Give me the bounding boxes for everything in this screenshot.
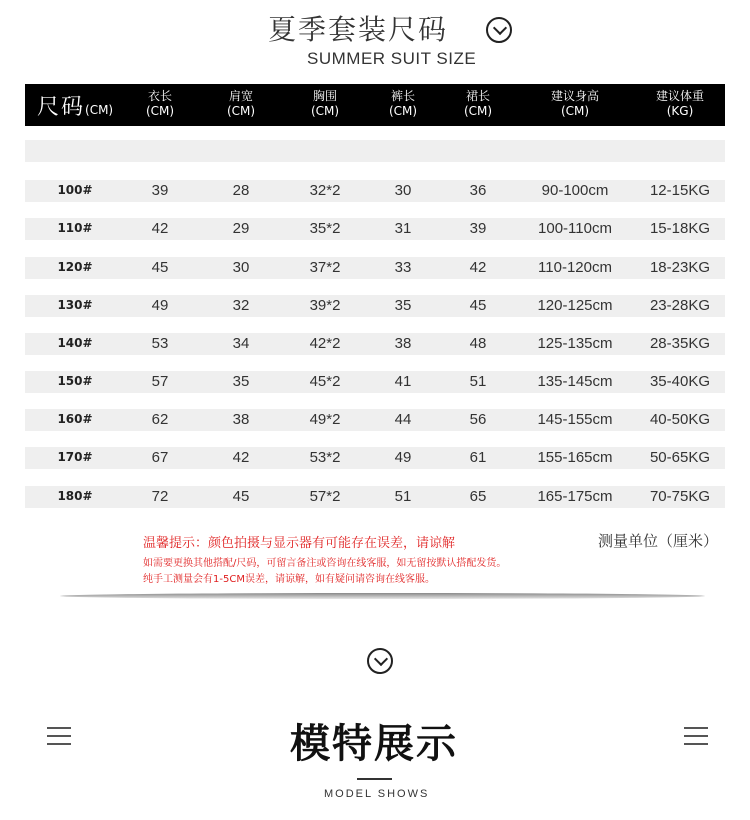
table-cell: 61 bbox=[469, 449, 487, 466]
table-cell: 100-110cm bbox=[538, 220, 612, 237]
table-cell: 39 bbox=[469, 220, 487, 237]
table-cell: 44 bbox=[394, 411, 412, 428]
table-cell: 48 bbox=[469, 335, 487, 352]
table-cell: 51 bbox=[469, 373, 487, 390]
row-size-label: 160# bbox=[57, 412, 93, 426]
table-cell: 70-75KG bbox=[649, 488, 711, 505]
table-cell: 72 bbox=[151, 488, 169, 505]
table-cell: 56 bbox=[469, 411, 487, 428]
table-cell: 145-155cm bbox=[537, 411, 613, 428]
table-cell: 35 bbox=[232, 373, 250, 390]
table-cell: 45 bbox=[469, 297, 487, 314]
table-cell: 29 bbox=[232, 220, 250, 237]
header-col-name: 裙长 bbox=[465, 89, 490, 103]
table-cell: 45 bbox=[151, 259, 169, 276]
header-col-name: 肩宽 bbox=[228, 89, 253, 103]
section-divider-shadow bbox=[60, 593, 705, 599]
header-col-unit: (CM) bbox=[463, 104, 493, 118]
table-row bbox=[25, 371, 725, 393]
row-size-label: 130# bbox=[57, 298, 93, 312]
header-size-label: 尺码 bbox=[37, 95, 86, 120]
table-cell: 50-65KG bbox=[649, 449, 711, 466]
table-cell: 120-125cm bbox=[537, 297, 613, 314]
table-cell: 165-175cm bbox=[537, 488, 613, 505]
table-cell: 67 bbox=[151, 449, 169, 466]
model-show-title: 模特展示 bbox=[290, 721, 458, 767]
table-cell: 33 bbox=[394, 259, 412, 276]
table-cell: 42 bbox=[469, 259, 487, 276]
header-col-unit: (CM) bbox=[310, 104, 340, 118]
notice-exchange: 如需要更换其他搭配/尺码，可留言备注或咨询在线客服，如无留按默认搭配发货。 bbox=[143, 558, 507, 569]
row-size-label: 180# bbox=[57, 489, 93, 503]
header-col-unit: (CM) bbox=[560, 104, 590, 118]
table-cell: 28 bbox=[232, 182, 250, 199]
table-cell: 34 bbox=[232, 335, 250, 352]
header-col-1 bbox=[115, 89, 205, 119]
measure-unit: 测量单位（厘米） bbox=[598, 532, 719, 550]
table-cell: 49 bbox=[151, 297, 169, 314]
row-size-label: 170# bbox=[57, 450, 93, 464]
header-size bbox=[37, 90, 113, 121]
table-cell: 42*2 bbox=[309, 335, 341, 352]
table-row bbox=[25, 486, 725, 508]
chevron-down-circle-icon[interactable] bbox=[486, 17, 512, 43]
row-size-label: 120# bbox=[57, 260, 93, 274]
header-col-unit: (KG) bbox=[666, 104, 694, 118]
table-cell: 38 bbox=[232, 411, 250, 428]
table-cell: 65 bbox=[469, 488, 487, 505]
model-show-subtitle: MODEL SHOWS bbox=[324, 788, 430, 800]
table-cell: 32*2 bbox=[309, 182, 341, 199]
table-row bbox=[25, 180, 725, 202]
table-cell: 62 bbox=[151, 411, 169, 428]
table-cell: 53*2 bbox=[309, 449, 341, 466]
table-cell: 31 bbox=[394, 220, 412, 237]
row-size-label: 140# bbox=[57, 336, 93, 350]
header-col-name: 衣长 bbox=[147, 89, 172, 103]
table-cell: 12-15KG bbox=[649, 182, 711, 199]
table-cell: 39 bbox=[151, 182, 169, 199]
size-table-header bbox=[25, 84, 725, 126]
table-row bbox=[25, 333, 725, 355]
row-size-label: 110# bbox=[57, 221, 93, 235]
header-col-unit: (CM) bbox=[388, 104, 418, 118]
table-cell: 90-100cm bbox=[541, 182, 609, 199]
table-cell: 49*2 bbox=[309, 411, 341, 428]
table-cell: 41 bbox=[394, 373, 412, 390]
table-cell: 110-120cm bbox=[538, 259, 612, 276]
row-size-label: 150# bbox=[57, 374, 93, 388]
table-cell: 32 bbox=[232, 297, 250, 314]
row-size-label: 100# bbox=[57, 183, 93, 197]
header-col-unit: (CM) bbox=[226, 104, 256, 118]
table-row bbox=[25, 218, 725, 240]
header-col-3 bbox=[280, 89, 370, 119]
table-cell: 15-18KG bbox=[649, 220, 711, 237]
table-cell: 30 bbox=[232, 259, 250, 276]
table-cell: 40-50KG bbox=[649, 411, 711, 428]
header-col-2 bbox=[196, 89, 286, 119]
table-cell: 42 bbox=[232, 449, 250, 466]
table-spacer-row bbox=[25, 140, 725, 162]
table-cell: 53 bbox=[151, 335, 169, 352]
header-size-unit: (CM) bbox=[85, 103, 114, 117]
notice-tip: 温馨提示：颜色拍摄与显示器有可能存在误差，请谅解 bbox=[143, 536, 456, 551]
table-cell: 135-145cm bbox=[537, 373, 613, 390]
table-cell: 38 bbox=[394, 335, 412, 352]
table-cell: 155-165cm bbox=[537, 449, 613, 466]
table-cell: 35*2 bbox=[309, 220, 341, 237]
table-cell: 51 bbox=[394, 488, 412, 505]
table-cell: 49 bbox=[394, 449, 412, 466]
header-col-name: 胸围 bbox=[312, 89, 337, 103]
menu-lines-icon bbox=[684, 727, 708, 745]
page-title: 夏季套装尺码 bbox=[268, 13, 449, 46]
header-col-6 bbox=[530, 89, 620, 119]
header-col-7 bbox=[635, 89, 725, 119]
header-col-name: 裤长 bbox=[390, 89, 415, 103]
table-row bbox=[25, 257, 725, 279]
table-cell: 35-40KG bbox=[649, 373, 711, 390]
model-title-underline bbox=[357, 778, 392, 780]
table-cell: 35 bbox=[394, 297, 412, 314]
chevron-down-circle-icon[interactable] bbox=[367, 648, 393, 674]
header-col-5 bbox=[433, 89, 523, 119]
table-cell: 37*2 bbox=[309, 259, 341, 276]
table-row bbox=[25, 409, 725, 431]
table-row bbox=[25, 447, 725, 469]
table-cell: 125-135cm bbox=[537, 335, 613, 352]
table-row bbox=[25, 295, 725, 317]
header-col-name: 建议体重 bbox=[655, 89, 704, 103]
notice-measure-error: 纯手工测量会有1-5CM误差，请谅解，如有疑问请咨询在线客服。 bbox=[143, 574, 435, 585]
table-cell: 28-35KG bbox=[649, 335, 711, 352]
table-cell: 42 bbox=[151, 220, 169, 237]
table-cell: 45*2 bbox=[309, 373, 341, 390]
table-cell: 18-23KG bbox=[649, 259, 711, 276]
table-cell: 57*2 bbox=[309, 488, 341, 505]
header-col-name: 建议身高 bbox=[550, 89, 599, 103]
table-cell: 39*2 bbox=[309, 297, 341, 314]
menu-lines-icon bbox=[47, 727, 71, 745]
table-cell: 36 bbox=[469, 182, 487, 199]
table-cell: 57 bbox=[151, 373, 169, 390]
table-cell: 45 bbox=[232, 488, 250, 505]
table-cell: 30 bbox=[394, 182, 412, 199]
page-subtitle: SUMMER SUIT SIZE bbox=[307, 49, 477, 68]
header-col-unit: (CM) bbox=[145, 104, 175, 118]
table-cell: 23-28KG bbox=[649, 297, 711, 314]
